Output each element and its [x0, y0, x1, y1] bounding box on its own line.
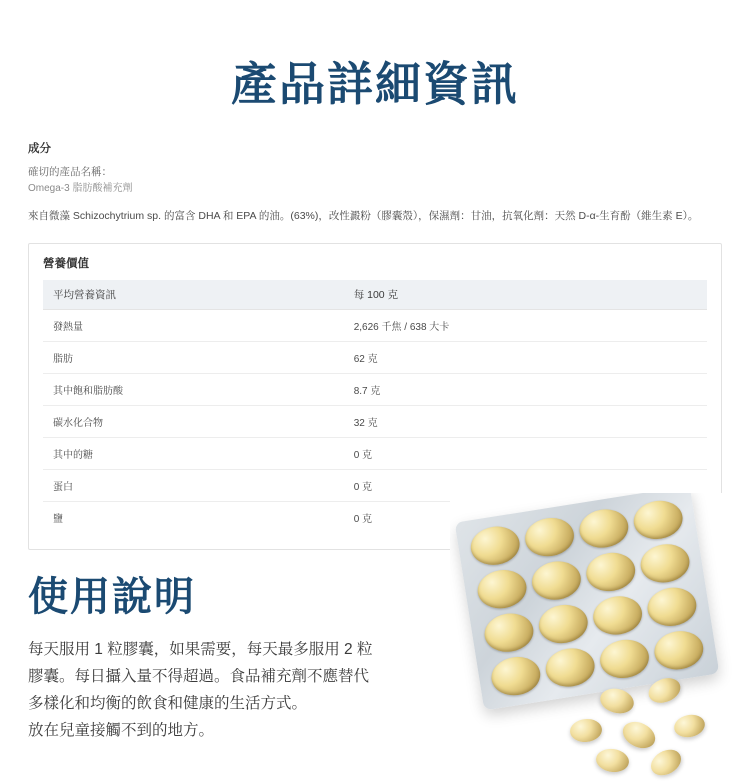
row-label: 其中飽和脂肪酸 — [43, 373, 344, 405]
table-row — [43, 501, 707, 533]
row-label: 蛋白 — [43, 469, 344, 501]
exact-product-name-label: 確切的產品名稱： — [28, 166, 112, 179]
column-header-per-100g: 每 100 克 — [344, 280, 707, 310]
row-value: 8.7 克 — [344, 373, 707, 405]
row-label: 發熱量 — [43, 309, 344, 341]
usage-line-1: 每天服用 1 粒膠囊，如果需要，每天最多服用 2 粒 — [28, 640, 373, 658]
table-row — [43, 469, 707, 501]
row-value: 0 克 — [344, 437, 707, 469]
table-row — [43, 373, 707, 405]
usage-line-4: 放在兒童接觸不到的地方。 — [28, 722, 215, 740]
row-value: 62 克 — [344, 341, 707, 373]
row-value: 2,626 千焦 / 638 大卡 — [344, 309, 707, 341]
usage-line-2: 膠囊。每日攝入量不得超過。食品補充劑不應替代 — [28, 667, 370, 685]
usage-section — [0, 574, 750, 745]
table-row — [43, 309, 707, 341]
row-value: 0 克 — [344, 469, 707, 501]
ingredients-section — [0, 140, 750, 225]
nutrition-table — [43, 280, 707, 533]
table-row — [43, 405, 707, 437]
row-label: 其中的糖 — [43, 437, 344, 469]
exact-product-name-value: Omega-3 脂肪酸補充劑 — [28, 182, 133, 194]
row-value: 32 克 — [344, 405, 707, 437]
loose-capsule — [595, 747, 631, 774]
row-value: 0 克 — [353, 513, 373, 525]
ingredients-body: 來自微藻 Schizochytrium sp. 的富含 DHA 和 EPA 的油。(63%)，改性澱粉（膠囊殼），保濕劑：甘油，抗氧化劑：天然 D-α-生育酚（維生素 E）。 — [28, 209, 699, 222]
ingredients-heading: 成分 — [28, 143, 51, 156]
column-header-nutrient: 平均營養資訊 — [43, 280, 344, 310]
product-detail-page — [0, 31, 750, 781]
nutrition-card — [28, 243, 722, 550]
row-label: 鹽 — [53, 513, 63, 525]
nutrition-card-title: 營養價值 — [43, 257, 89, 270]
table-header-row — [43, 280, 707, 310]
table-row — [43, 341, 707, 373]
row-label: 碳水化合物 — [43, 405, 344, 437]
usage-title: 使用說明 — [28, 574, 196, 619]
row-label: 脂肪 — [43, 341, 344, 373]
usage-instructions — [28, 636, 468, 745]
usage-line-3: 多樣化和均衡的飲食和健康的生活方式。 — [28, 695, 308, 713]
page-title: 產品詳細資訊 — [231, 57, 519, 110]
table-row — [43, 437, 707, 469]
